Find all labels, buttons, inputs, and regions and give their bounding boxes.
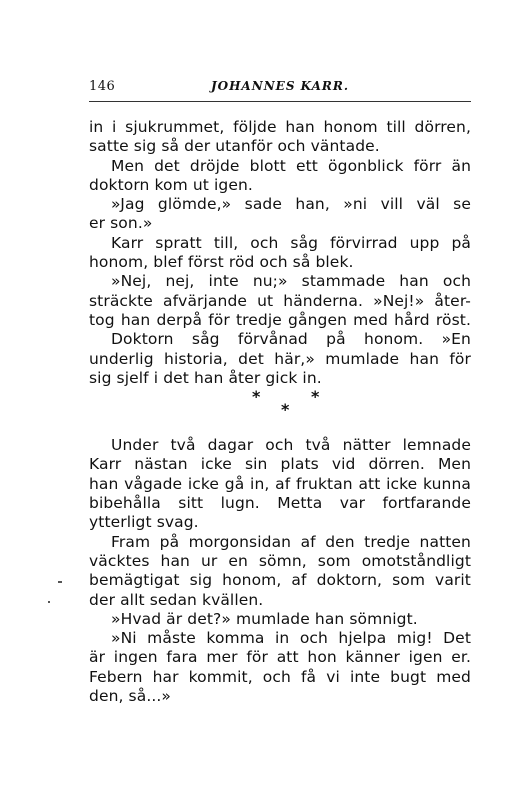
text-line: underlig historia, det här,» mumlade han för [89,349,471,368]
text-line: »Nej, nej, inte nu;» stammade han och [111,272,471,291]
text-line: Karr spratt till, och såg förvirrad upp på [111,233,471,252]
header-rule [89,101,471,102]
text-line: Doktorn såg förvånad på honom. »En [111,330,471,349]
margin-mark [48,601,50,603]
text-line: Under två dagar och två nätter lemnade [111,436,471,455]
text-line: Karr nästan icke sin plats vid dörren. Men [89,455,471,474]
body-text [89,118,471,706]
text-line: in i sjukrummet, följde han honom till dörren, [89,118,471,136]
text-line: der allt sedan kvällen. [89,590,264,609]
text-line: ytterligt svag. [89,513,199,532]
text-line: satte sig så der utanför och väntade. [89,137,380,156]
section-separator [89,388,471,436]
text-line: doktorn kom ut igen. [89,175,253,194]
running-head: JOHANNES KARR. [210,79,350,93]
text-line: den, så...» [89,687,171,706]
separator-star: * [281,400,290,420]
text-line: han vågade icke gå in, af fruktan att icke kunna [89,474,471,493]
page-header [89,79,471,97]
text-line: sträckte afvärjande ut händerna. »Nej!» åter- [89,291,471,310]
text-line: Men det dröjde blott ett ögonblick förr än [111,156,471,175]
page-number: 146 [89,79,116,94]
text-line: »Jag glömde,» sade han, »ni vill väl se [111,195,471,214]
text-line: honom, blef först röd och så blek. [89,253,354,272]
text-line: bibehålla sitt lugn. Metta var fortfarande [89,494,471,513]
separator-star: * [311,387,320,407]
text-line: »Ni måste komma in och hjelpa mig! Det [111,629,471,648]
text-line: är ingen fara mer för att hon känner igen er. [89,648,471,667]
text-line: tog han derpå för tredje gången med hård röst. [89,310,471,329]
text-line: er son.» [89,214,153,233]
text-line: »Hvad är det?» mumlade han sömnigt. [111,609,418,628]
margin-mark [58,581,62,583]
text-line: bemägtigat sig honom, af doktorn, som varit [89,571,471,590]
separator-star: * [252,387,261,407]
text-line: sig sjelf i det han åter gick in. [89,368,322,387]
text-line: Fram på morgonsidan af den tredje natten [111,532,471,551]
text-line: väcktes han ur en sömn, som omotståndligt [89,551,471,570]
text-line: Febern har kommit, och få vi inte bugt med [89,667,471,686]
